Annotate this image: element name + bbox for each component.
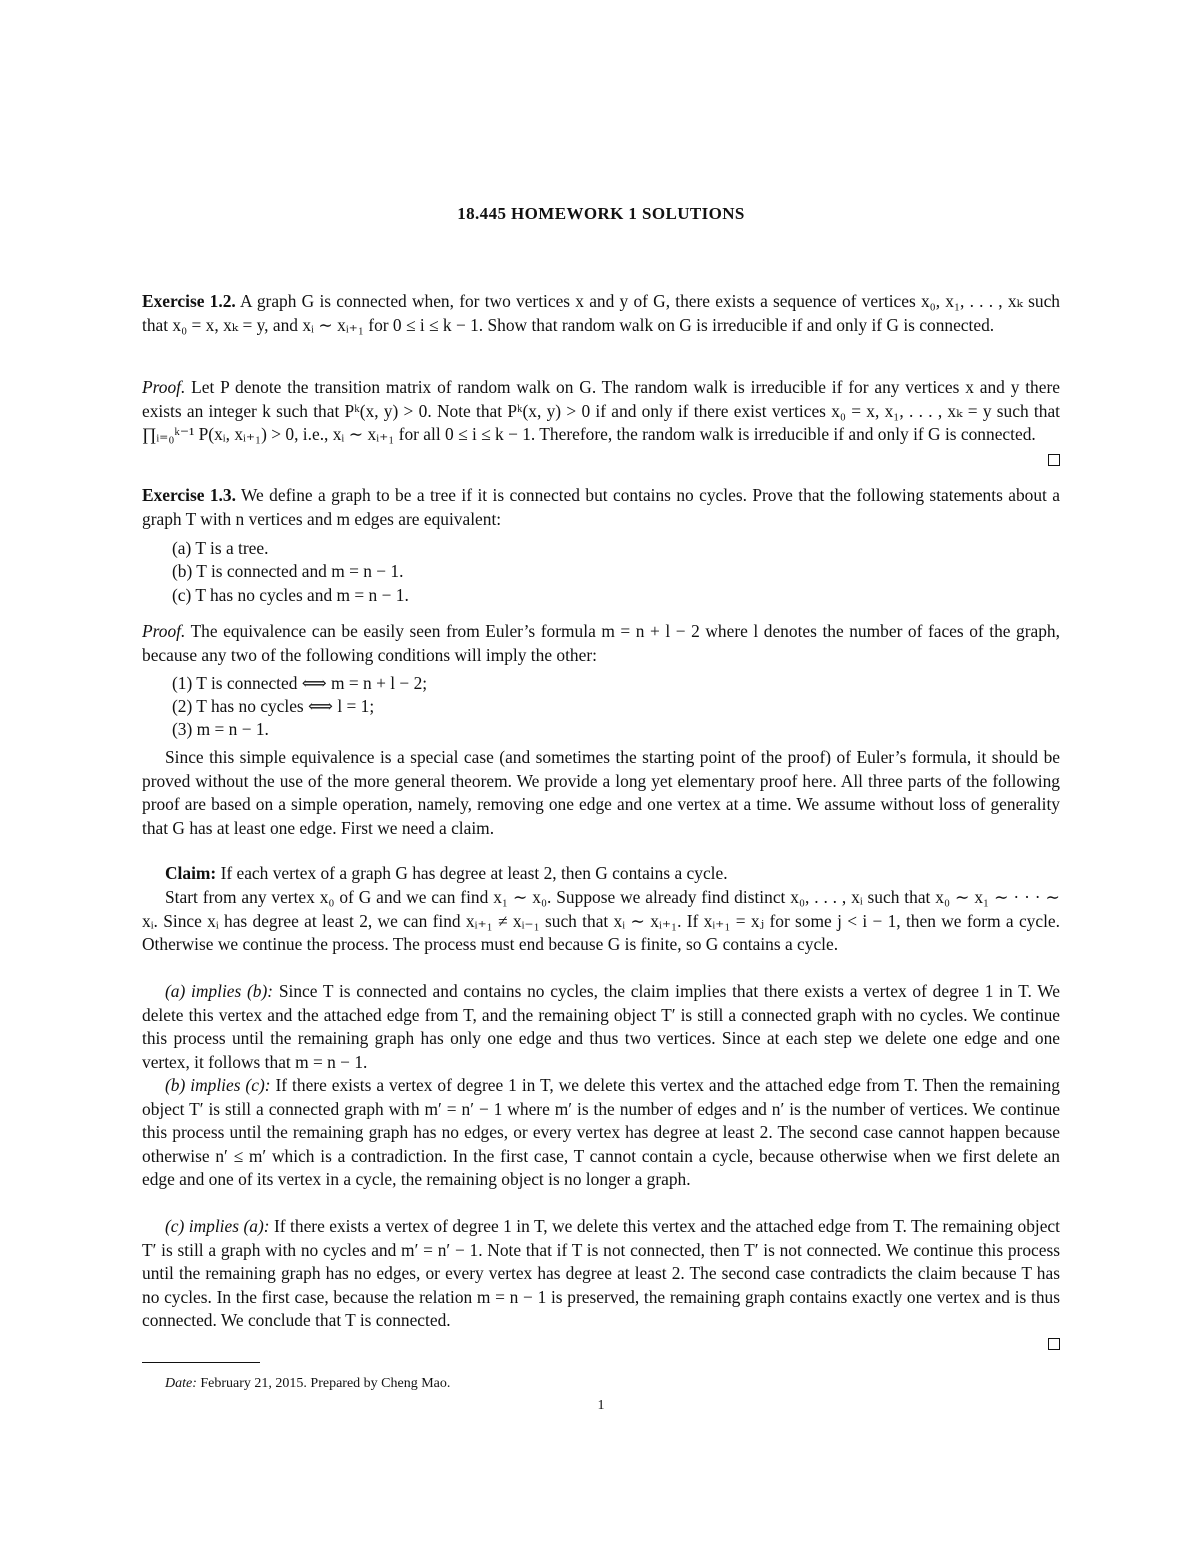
exercise-text: We define a graph to be a tree if it is connected but contains no cycles. Prove that the following statements about a graph T with n vertices and m edges are equivalent:: [142, 485, 1060, 529]
case-text: If there exists a vertex of degree 1 in T, we delete this vertex and the attached edge from T. The remaining object T′ is still a graph with no cycles and m′ = n′ − 1. Note that if T is not connected, then T′ is not connected. We continue this process until the remaining graph has no edges, or every vertex has degree at least 2. The second case contradicts the claim because T has no cycles. In the first case, because the relation m = n − 1 is preserved, the remaining graph contains exactly one vertex and is thus connected. We conclude that T is connected.: [142, 1216, 1060, 1331]
proof-exercise-1-2: [142, 376, 1060, 447]
a-implies-b-paragraph: [142, 980, 1060, 1074]
case-label: (a) implies (b):: [165, 981, 274, 1001]
claim-label: Claim:: [165, 863, 217, 883]
proof-paragraph-intro: Since this simple equivalence is a special case (and sometimes the starting point of the proof) of Euler’s formula, it should be proved without the use of the more general theorem. We provide a long yet elementary proof here. All three parts of the following proof are based on a simple operation, namely, removing one edge and one vertex at a time. We assume without loss of generality that G has at least one edge. First we need a claim.: [142, 747, 1060, 838]
c-implies-a-paragraph: [142, 1215, 1060, 1333]
footnote-text: February 21, 2015. Prepared by Cheng Mao.: [200, 1376, 451, 1391]
document-title: 18.445 HOMEWORK 1 SOLUTIONS: [457, 204, 745, 223]
proof-exercise-1-3: [142, 620, 1060, 667]
footnote: [165, 1374, 450, 1394]
statement-a: (a) T is a tree.: [172, 538, 269, 558]
claim-text: If each vertex of a graph G has degree at least 2, then G contains a cycle.: [220, 863, 728, 883]
proof-label: Proof.: [142, 377, 186, 397]
case-label: (b) implies (c):: [165, 1075, 271, 1095]
exercise-1-3: [142, 484, 1060, 531]
case-text: If there exists a vertex of degree 1 in T, we delete this vertex and the attached edge from T. Then the remaining object T′ is still a connected graph with m′ = n′ − 1 where m′ is the number of edges and n′ is the number of vertices. We continue this process until the remaining graph has no edges, or every vertex has degree at least 2. The second case cannot happen because otherwise n′ ≤ m′ which is a contradiction. In the first case, T cannot contain a cycle, because otherwise when we first delete an edge and one of its vertex in a cycle, the remaining object is no longer a graph.: [142, 1075, 1060, 1190]
statement-b: (b) T is connected and m = n − 1.: [172, 561, 404, 581]
claim-paragraph: [142, 862, 1060, 886]
condition-1: (1) T is connected ⟺ m = n + l − 2;: [172, 673, 428, 693]
exercise-1-2: [142, 290, 1060, 337]
claim-proof-paragraph: Start from any vertex x₀ of G and we can find x₁ ∼ x₀. Suppose we already find distinct x₀, . . . , xᵢ such that x₀ ∼ x₁ ∼ · · · ∼ xᵢ. Since xᵢ has degree at least 2, we can find xᵢ₊₁ ≠ xᵢ₋₁ such that xᵢ ∼ xᵢ₊₁. If xᵢ₊₁ = xⱼ for some j < i − 1, then we form a cycle. Otherwise we continue the process. The process must end because G is finite, so G contains a cycle.: [142, 887, 1060, 955]
proof-text: Let P denote the transition matrix of random walk on G. The random walk is irreducible if for any vertices x and y there exists an integer k such that Pᵏ(x, y) > 0. Note that Pᵏ(x, y) > 0 if and only if there exist vertices x₀ = x, x₁, . . . , xₖ = y such that ∏ᵢ₌₀ᵏ⁻¹ P(xᵢ, xᵢ₊₁) > 0, i.e., xᵢ ∼ xᵢ₊₁ for all 0 ≤ i ≤ k − 1. Therefore, the random walk is irreducible if and only if G is connected.: [142, 377, 1060, 445]
qed-symbol: [1048, 1338, 1060, 1350]
case-text: Since T is connected and contains no cycles, the claim implies that there exists a vertex of degree 1 in T. We delete this vertex and the attached edge from T, and the remaining object T′ is still a connected graph with no cycles. We continue this process until the remaining graph has only one edge and thus two vertices. Since at each step we delete one edge and one vertex, it follows that m = n − 1.: [142, 981, 1060, 1072]
exercise-text: A graph G is connected when, for two vertices x and y of G, there exists a sequence of vertices x₀, x₁, . . . , xₖ such that x₀ = x, xₖ = y, and xᵢ ∼ xᵢ₊₁ for 0 ≤ i ≤ k − 1. Show that random walk on G is irreducible if and only if G is connected.: [142, 291, 1060, 335]
exercise-label: Exercise 1.3.: [142, 485, 236, 505]
condition-2: (2) T has no cycles ⟺ l = 1;: [172, 696, 375, 716]
proof-label: Proof.: [142, 621, 186, 641]
exercise-label: Exercise 1.2.: [142, 291, 236, 311]
qed-symbol: [1048, 454, 1060, 466]
footnote-label: Date:: [165, 1376, 197, 1391]
proof-text: The equivalence can be easily seen from Euler’s formula m = n + l − 2 where l denotes the number of faces of the graph, because any two of the following conditions will imply the other:: [142, 621, 1060, 665]
footnote-rule: [142, 1362, 260, 1363]
condition-3: (3) m = n − 1.: [172, 719, 269, 739]
statement-c: (c) T has no cycles and m = n − 1.: [172, 585, 409, 605]
page-number: 1: [597, 1398, 605, 1413]
b-implies-c-paragraph: [142, 1074, 1060, 1192]
case-label: (c) implies (a):: [165, 1216, 270, 1236]
